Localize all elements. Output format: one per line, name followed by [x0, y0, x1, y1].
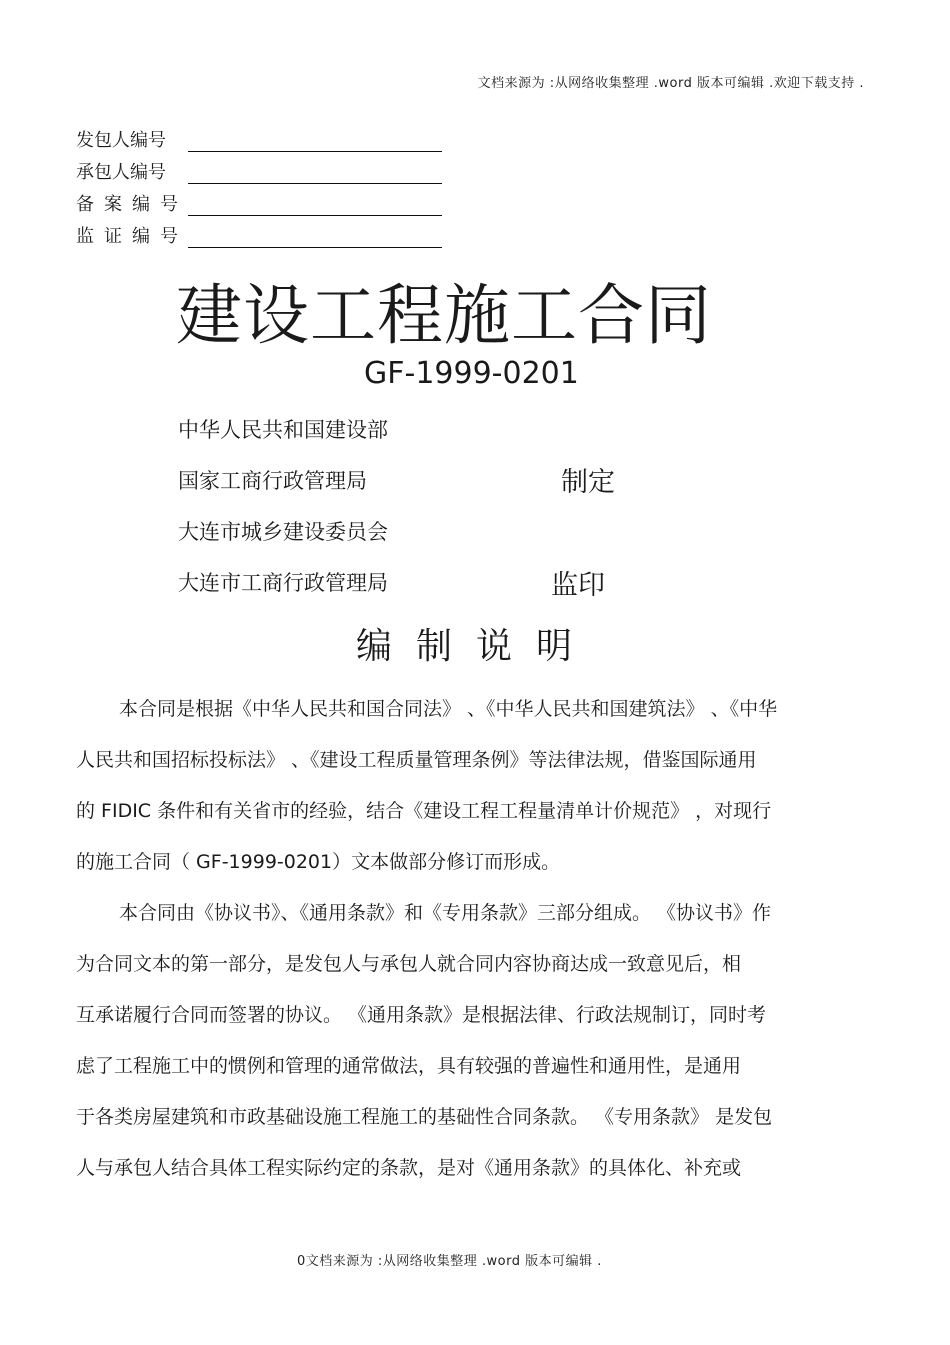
body-line: 本合同是根据《中华人民共和国合同法》 、《中华人民共和国建筑法》 、《中华	[119, 698, 778, 720]
body-line: 于各类房屋建筑和市政基础设施工程施工的基础性合同条款。 《专用条款》 是发包	[76, 1106, 773, 1128]
body-line: 的 FIDIC 条件和有关省市的经验，结合《建设工程工程量清单计价规范》 ，对现行	[76, 800, 772, 822]
id-blank-line[interactable]	[188, 225, 442, 248]
id-label: 发包人编号	[76, 130, 166, 151]
id-label: 承包人编号	[76, 162, 166, 183]
id-blank-line[interactable]	[188, 129, 442, 152]
id-blank-line[interactable]	[188, 161, 442, 184]
body-line: 虑了工程施工中的惯例和管理的通常做法，具有较强的普遍性和通用性，是通用	[76, 1055, 742, 1077]
issuer-name: 大连市城乡建设委员会	[178, 520, 388, 544]
body-line: 本合同由《协议书》、《通用条款》和《专用条款》三部分组成。 《协议书》作	[119, 902, 772, 924]
id-row-certification	[76, 216, 442, 248]
issuer-name: 中华人民共和国建设部	[178, 418, 388, 442]
body-line: 互承诺履行合同而签署的协议。 《通用条款》是根据法律、行政法规制订，同时考	[76, 1004, 767, 1026]
body-line: 的施工合同（ GF-1999-0201）文本做部分修订而形成。	[76, 851, 561, 873]
body-line: 为合同文本的第一部分，是发包人与承包人就合同内容协商达成一致意见后，相	[76, 953, 742, 975]
id-row-contractor-owner	[76, 120, 442, 152]
id-label: 监证编号	[76, 226, 188, 247]
document-title: 建设工程施工合同	[176, 277, 712, 354]
issuer-name: 国家工商行政管理局	[178, 469, 367, 493]
section-title: 编制说明	[356, 626, 597, 667]
body-line: 人民共和国招标投标法》 、《建设工程质量管理条例》等法律法规，借鉴国际通用	[76, 749, 757, 771]
header-note: 文档来源为 :从网络收集整理 .word 版本可编辑 .欢迎下载支持 .	[477, 76, 864, 91]
id-row-contractor	[76, 152, 442, 184]
footer-note: 0文档来源为 :从网络收集整理 .word 版本可编辑 .	[297, 1254, 602, 1269]
issuer-action: 制定	[561, 467, 615, 498]
id-label: 备案编号	[76, 194, 188, 215]
document-code: GF-1999-0201	[364, 356, 579, 391]
id-blank-line[interactable]	[188, 193, 442, 216]
body-line: 人与承包人结合具体工程实际约定的条款，是对《通用条款》的具体化、补充或	[76, 1157, 742, 1179]
id-row-filing	[76, 184, 442, 216]
issuer-action: 监印	[551, 570, 605, 601]
id-fields	[76, 120, 442, 248]
issuer-name: 大连市工商行政管理局	[178, 571, 388, 595]
